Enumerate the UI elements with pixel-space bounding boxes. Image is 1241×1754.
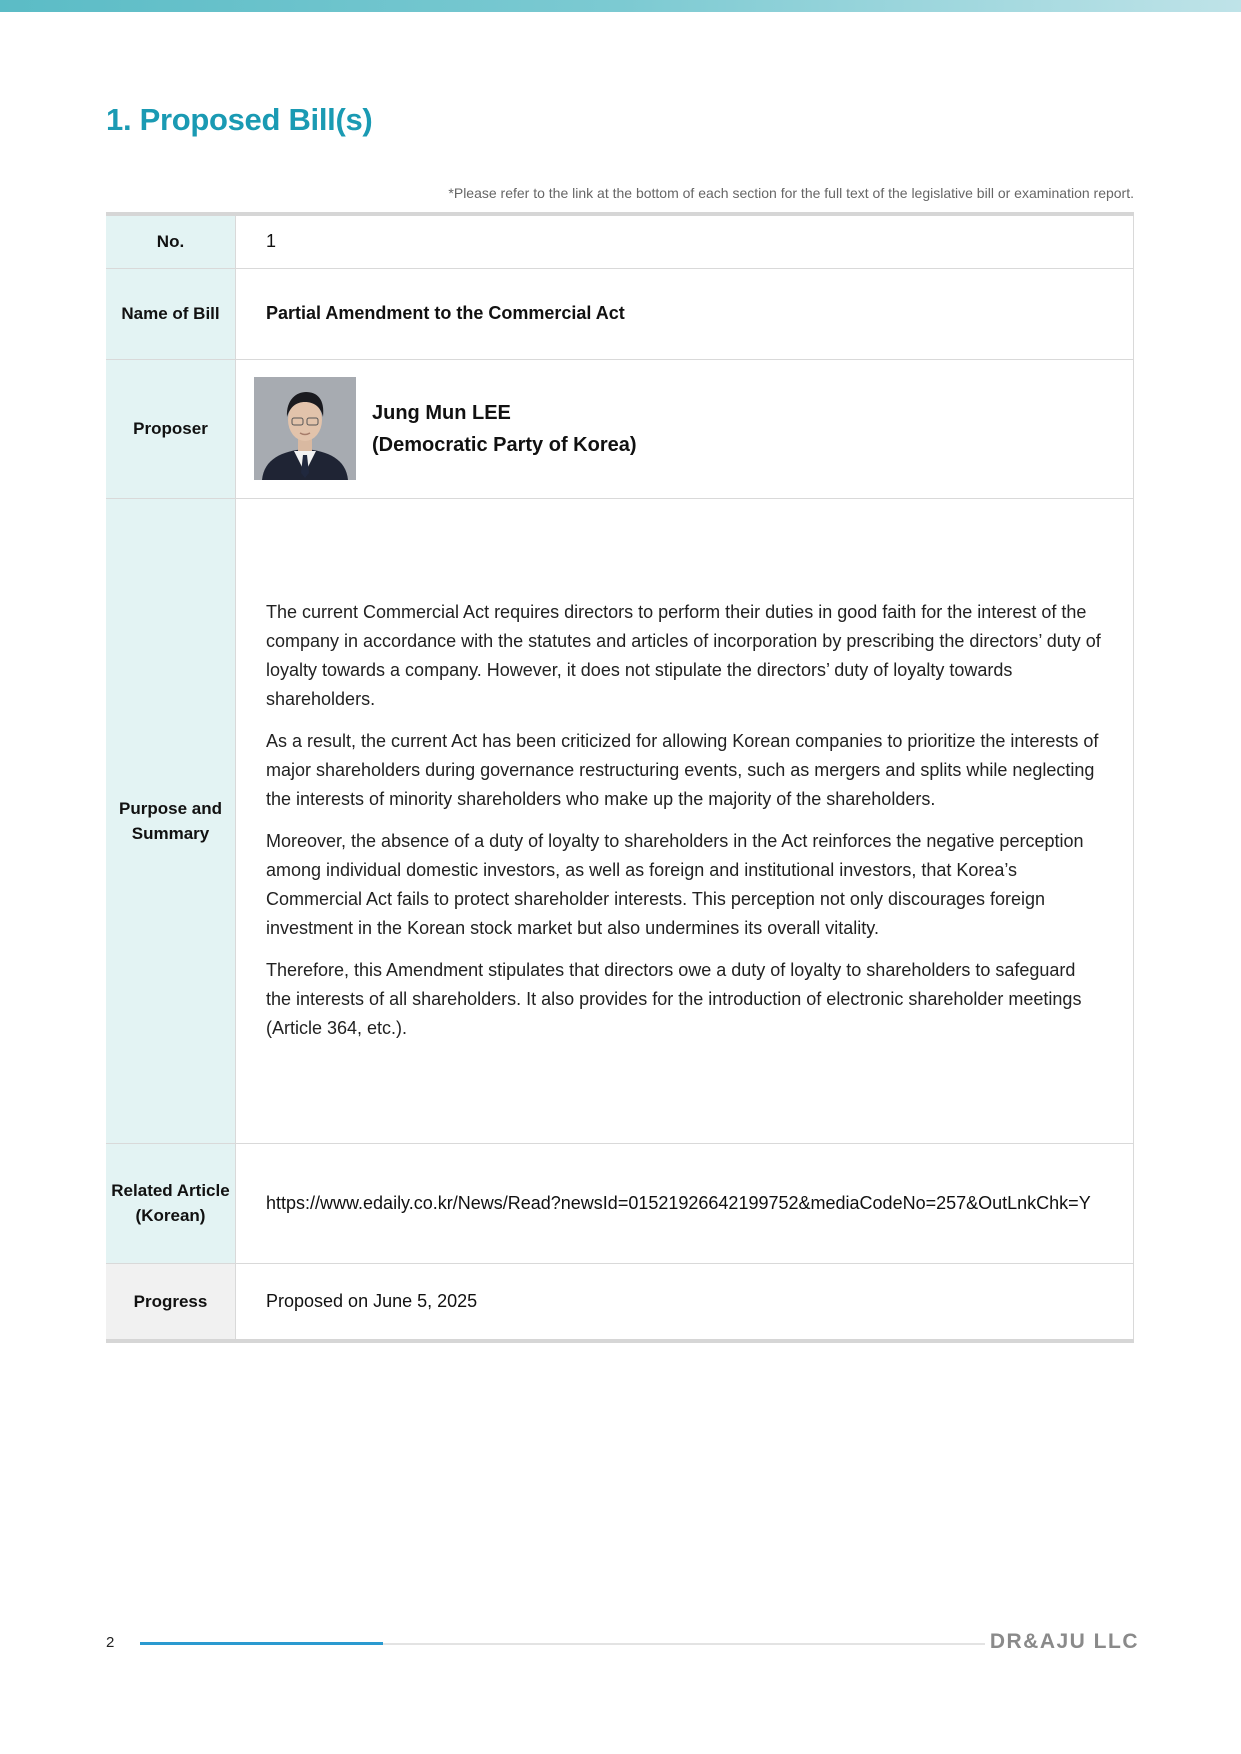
portrait-icon [254,377,356,480]
related-article-link[interactable]: https://www.edaily.co.kr/News/Read?newsId=01521926642199752&mediaCodeNo=257&OutLnkChk=Y [266,1192,1091,1213]
bill-name-label: Name of Bill [106,268,236,359]
proposer-party: (Democratic Party of Korea) [372,433,637,456]
progress-label: Progress [106,1263,236,1341]
row-proposer [106,359,1134,498]
reference-note: *Please refer to the link at the bottom of each section for the full text of the legislative bill or examination report. [448,185,1134,201]
bill-name-value: Partial Amendment to the Commercial Act [236,268,1134,359]
row-related-article [106,1143,1134,1263]
no-label: No. [106,214,236,268]
proposer-cell [236,359,1134,498]
row-progress [106,1263,1134,1341]
proposer-name: Jung Mun LEE [372,401,511,424]
related-article-label: Related Article (Korean) [106,1143,236,1263]
proposer-text [372,397,637,461]
progress-value: Proposed on June 5, 2025 [236,1263,1134,1341]
summary-paragraph: The current Commercial Act requires directors to perform their duties in good faith for the interest of the company in accordance with the statutes and articles of incorporation by prescribing the directors’ duty of loyalty towards a company. However, it does not stipulate the directors’ duty of loyalty towards shareholders. [266,602,1101,709]
row-bill-name [106,268,1134,359]
section-title: 1. Proposed Bill(s) [106,102,373,137]
footer-brand-logo: DR&AJU LLC [989,1630,1139,1653]
related-article-cell [236,1143,1134,1263]
summary-paragraph: Therefore, this Amendment stipulates that directors owe a duty of loyalty to shareholders to safeguard the interests of all shareholders. It also provides for the introduction of electronic shareholder meetings (Article 364, etc.). [266,960,1082,1038]
proposer-block [254,377,1103,480]
bill-table [106,212,1134,1343]
summary-paragraph: Moreover, the absence of a duty of loyalty to shareholders in the Act reinforces the negative perception among individual domestic investors, as well as foreign and institutional investors, that Korea’s Commercial Act fails to protect shareholder interests. This perception not only discourages foreign investment in the Korean stock market but also undermines its overall vitality. [266,831,1084,938]
summary-paragraph: As a result, the current Act has been criticized for allowing Korean companies to prioritize the interests of major shareholders during governance restructuring events, such as mergers and splits while neglecting the interests of minority shareholders who make up the majority of the shareholders. [266,731,1099,809]
purpose-summary [236,498,1134,1143]
row-purpose [106,498,1134,1143]
proposer-photo [254,377,356,480]
no-value: 1 [236,214,1134,268]
top-accent-bar [0,0,1241,12]
proposer-label: Proposer [106,359,236,498]
purpose-label: Purpose and Summary [106,498,236,1143]
footer-divider-accent [140,1642,383,1645]
page-number: 2 [106,1634,115,1651]
row-no [106,214,1134,268]
